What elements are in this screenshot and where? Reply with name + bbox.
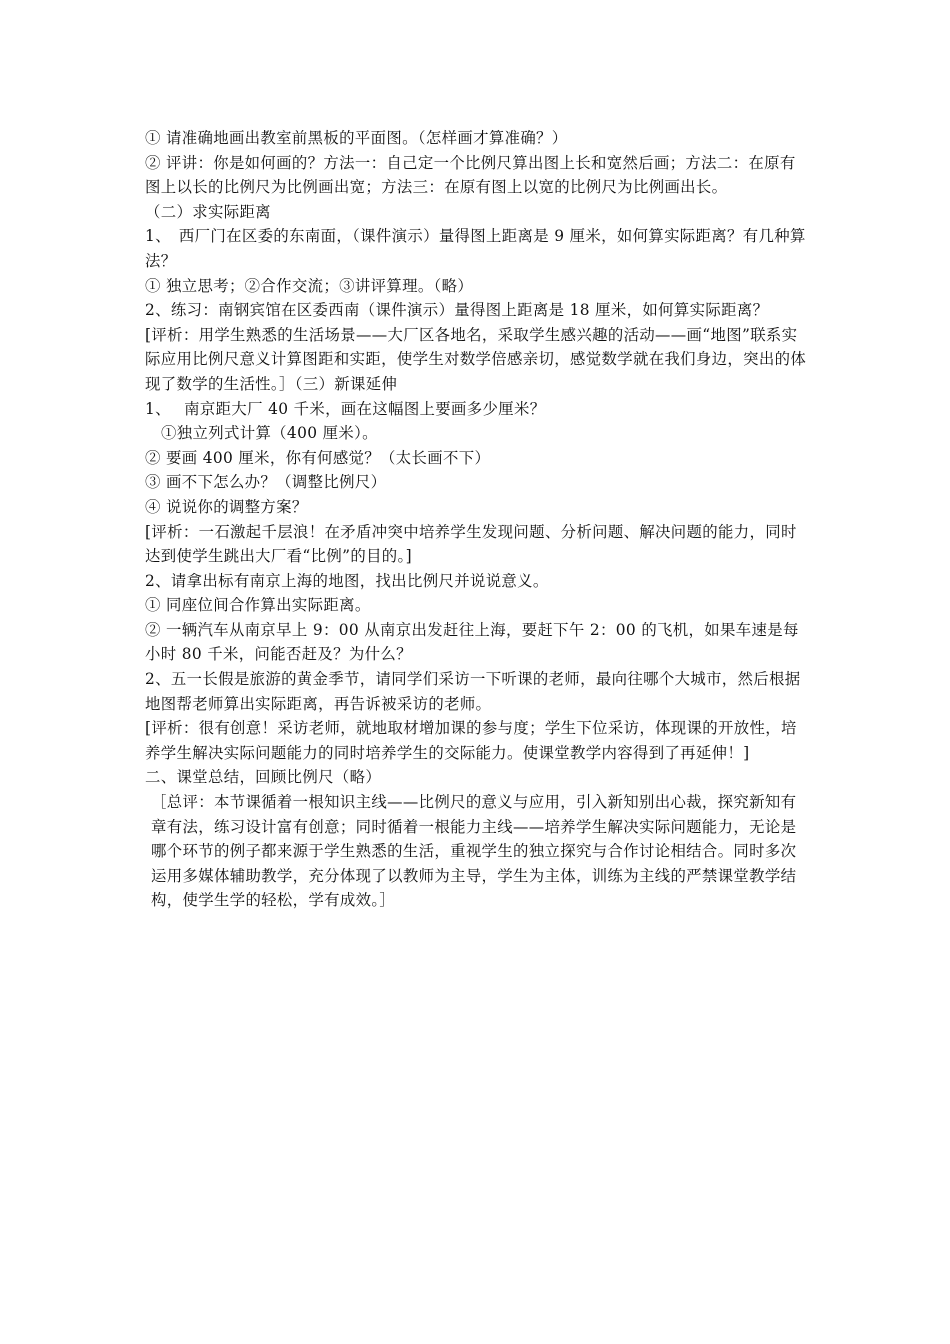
paragraph-adjust-plan: ④ 说说你的调整方案？ bbox=[145, 497, 308, 516]
paragraph-overall-comment: ［总评：本节课循着一根知识主线——比例尺的意义与应用，引入新知别出心裁，探究新知有章有法，练习设计富有创意；同时循着一根能力主线——培养学生解决实际问题能力，无论是哪个环节的例子都来源于学生熟悉的生活，重视学生的独立探究与合作讨论相结合。同时多次运用多媒体辅助教学，充分体现了以教师为主导，学生为主体，训练为主线的严禁课堂教学结构，使学生学的轻松，学有成效。］ bbox=[151, 793, 797, 910]
paragraph-pair-calc: ① 同座位间合作算出实际距离。 bbox=[145, 596, 371, 615]
paragraph-draw-blackboard: ① 请准确地画出教室前黑板的平面图。（怎样画才算准确？） bbox=[145, 129, 568, 147]
paragraph-adjust-scale: ③ 画不下怎么办？（调整比例尺） bbox=[145, 473, 387, 492]
paragraph-holiday-interview: 2、五一长假是旅游的黄金季节，请同学们采访一下听课的老师，最向往哪个大城市，然后根据地图帮老师算出实际距离，再告诉被采访的老师。 bbox=[145, 670, 801, 713]
paragraph-review-methods: ② 评讲：你是如何画的？方法一：自己定一个比例尺算出图上长和宽然后画；方法二：在原有图上以长的比例尺为比例画出宽；方法三：在原有图上以宽的比例尺为比例画出长。 bbox=[145, 153, 796, 197]
paragraph-hotel-exercise: 2、练习：南钢宾馆在区委西南（课件演示）量得图上距离是 18 厘米，如何算实际距离？ bbox=[145, 301, 769, 320]
paragraph-comment-conflict: [评析：一石激起千层浪！在矛盾冲突中培养学生发现问题、分析问题、解决问题的能力，同时达到使学生跳出大厂看“比例”的目的。] bbox=[145, 522, 797, 566]
document-body bbox=[145, 126, 807, 913]
paragraph-comment-life: [评析：用学生熟悉的生活场景——大厂区各地名，采取学生感兴趣的活动——画“地图”联系实际应用比例尺意义计算图距和实距，使学生对数学倍感亲切，感觉数学就在我们身边，突出的体现了数学的生活性。］（三）新课延伸 bbox=[145, 325, 807, 393]
section-heading-summary: 二、课堂总结，回顾比例尺（略） bbox=[145, 768, 382, 787]
paragraph-independent-calc: ①独立列式计算（400 厘米）。 bbox=[161, 424, 378, 443]
paragraph-comment-creative: [评析：很有创意！采访老师，就地取材增加课的参与度；学生下位采访，体现课的开放性，培养学生解决实际问题能力的同时培养学生的交际能力。使课堂教学内容得到了再延伸！] bbox=[145, 719, 797, 762]
paragraph-map-shanghai: 2、请拿出标有南京上海的地图，找出比例尺并说说意义。 bbox=[145, 571, 549, 590]
paragraph-car-problem: ② 一辆汽车从南京早上 9：00 从南京出发赶往上海，要赶下午 2：00 的飞机，如果车速是每小时 80 千米，问能否赶及？为什么？ bbox=[145, 620, 799, 664]
paragraph-think-discuss: ① 独立思考；②合作交流；③讲评算理。（略） bbox=[145, 276, 474, 295]
section-heading-actual-distance: （二）求实际距离 bbox=[145, 202, 271, 221]
paragraph-nanjing-distance: 1、 南京距大厂 40 千米，画在这幅图上要画多少厘米？ bbox=[145, 399, 546, 418]
paragraph-west-gate-question: 1、 西厂门在区委的东南面，（课件演示）量得图上距离是 9 厘米，如何算实际距离？有几种算法？ bbox=[145, 227, 806, 270]
paragraph-feeling: ② 要画 400 厘米，你有何感觉？（太长画不下） bbox=[145, 448, 491, 467]
